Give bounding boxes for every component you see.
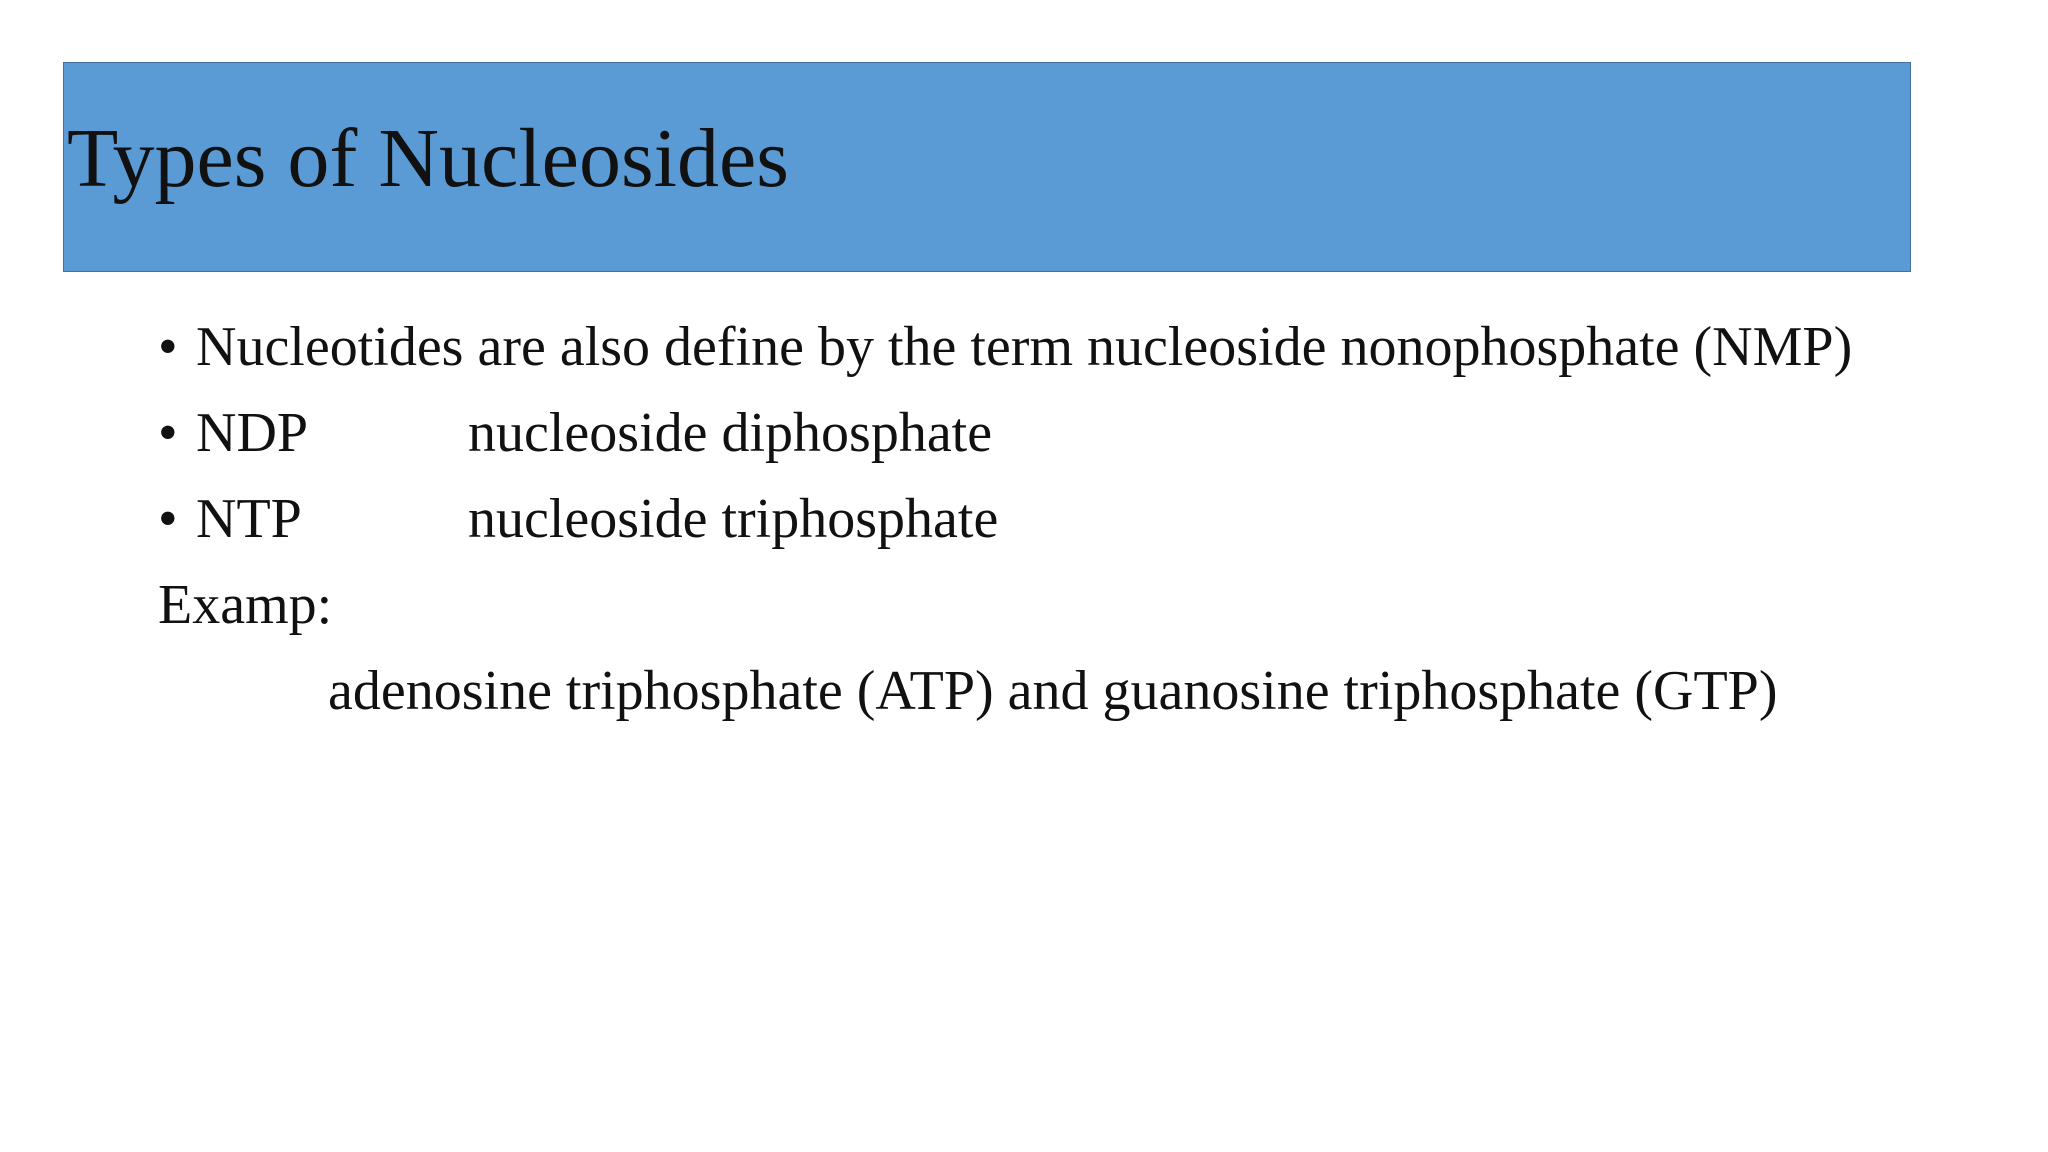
title-bar (63, 62, 1911, 272)
bullet-icon: • (158, 488, 178, 550)
bullet-item-ntp (158, 486, 1878, 552)
bullet-icon: • (158, 316, 178, 378)
bullet-icon: • (158, 402, 178, 464)
bullet-term: NDP (196, 402, 309, 464)
example-text: adenosine triphosphate (ATP) and guanosine triphosphate (GTP) (328, 660, 1778, 722)
bullet-text: Nucleotides are also define by the term nucleoside nonophosphate (NMP) (196, 316, 1853, 378)
example-label: Examp: (158, 574, 333, 636)
slide-title: Types of Nucleosides (67, 112, 789, 205)
bullet-item-ndp (158, 400, 1878, 466)
slide-body (158, 314, 1878, 724)
bullet-definition: nucleoside triphosphate (468, 488, 999, 550)
bullet-term: NTP (196, 488, 302, 550)
bullet-definition: nucleoside diphosphate (468, 402, 993, 464)
bullet-item-nmp (158, 314, 1878, 380)
